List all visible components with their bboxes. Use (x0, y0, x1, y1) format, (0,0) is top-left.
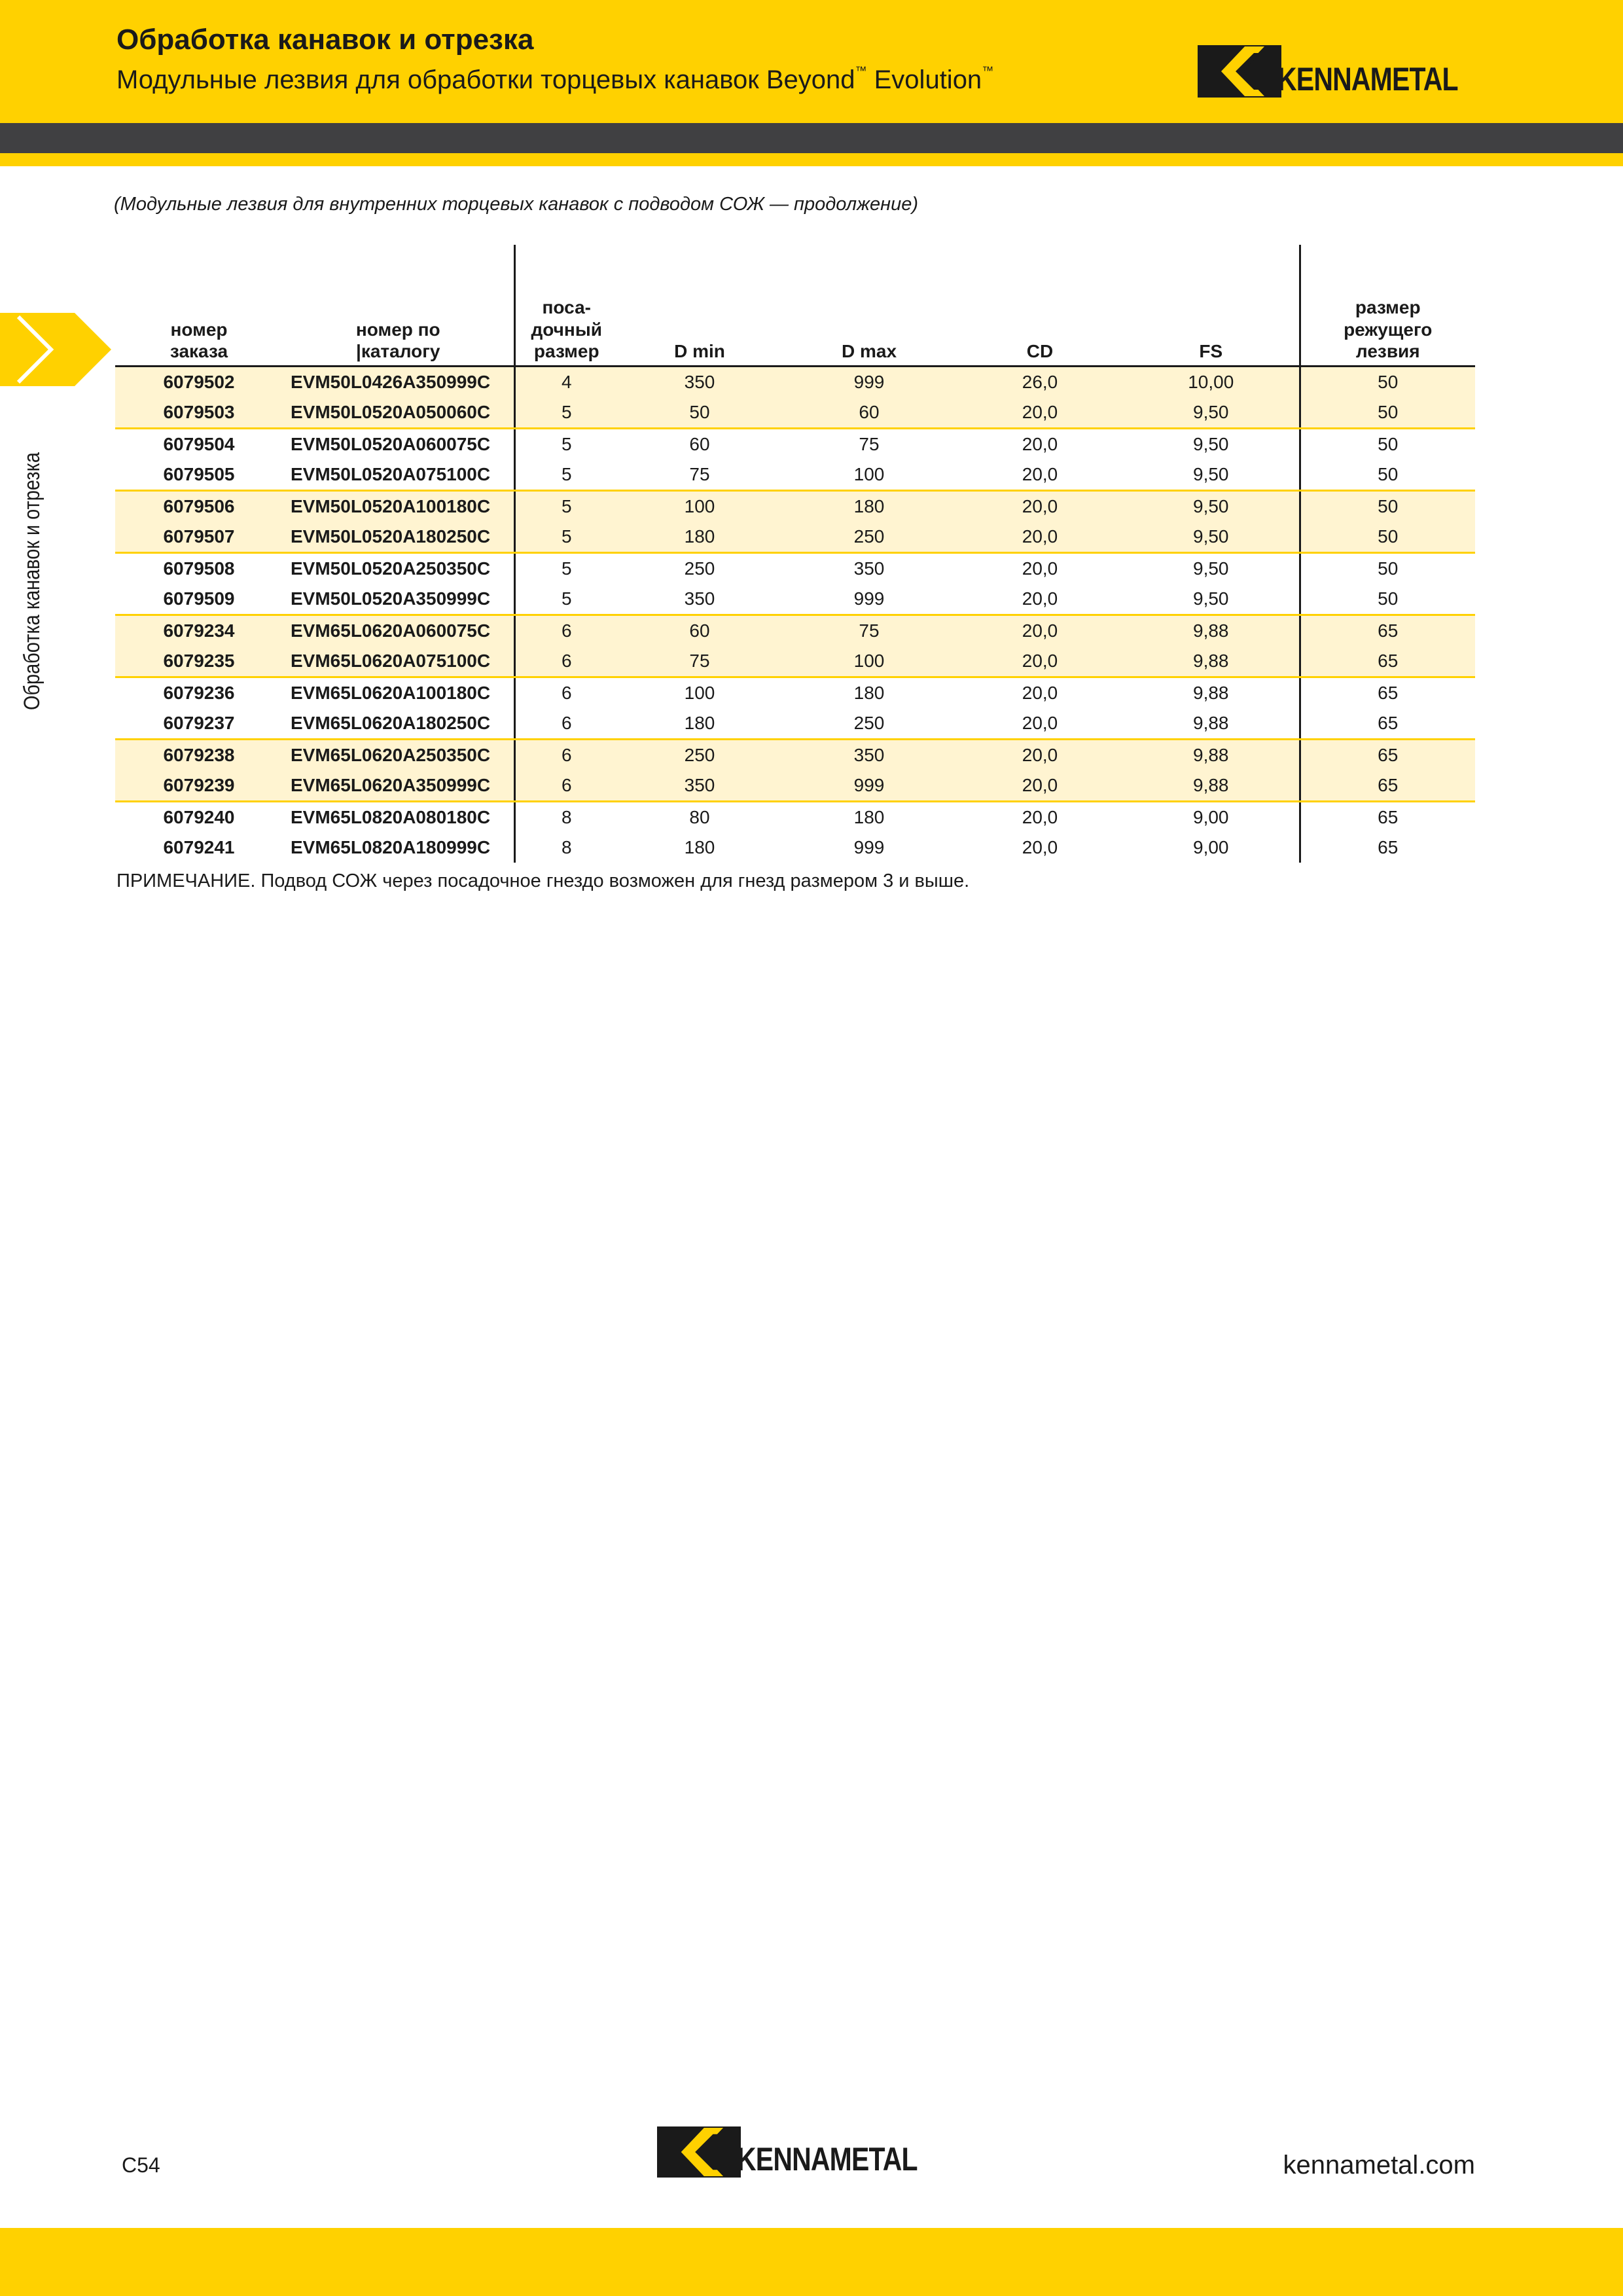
cell-blade-size: 65 (1300, 770, 1475, 802)
cell-blade-size: 50 (1300, 584, 1475, 615)
cell-dmin: 50 (618, 397, 781, 429)
subtitle-tail: Evolution (866, 65, 982, 94)
table-row (115, 367, 1475, 398)
cell-seat-size: 5 (561, 558, 572, 579)
logo-wordmark: KENNAMETAL (1277, 61, 1458, 98)
cell-fs: 10,00 (1123, 367, 1300, 398)
cell-catalog-no: EVM50L0520A050060C (283, 397, 514, 429)
cell-order-no: 6079238 (115, 740, 283, 771)
page-subtitle (116, 65, 993, 95)
cell-fs: 9,50 (1123, 584, 1300, 615)
col-cd: CD (957, 245, 1123, 367)
cell-dmax: 75 (781, 615, 957, 647)
table-row (115, 429, 1475, 460)
cell-dmax: 100 (781, 646, 957, 677)
cell-blade-size: 65 (1300, 708, 1475, 740)
cell-dmax: 180 (853, 683, 885, 703)
cell-blade-size: 65 (1300, 615, 1475, 647)
subtitle-main: Модульные лезвия для обработки торцевых канавок Beyond (116, 65, 855, 94)
cell-seat-size: 8 (561, 807, 572, 827)
cell-dmin: 80 (689, 807, 710, 827)
cell-cd: 20,0 (1022, 837, 1058, 857)
website-link[interactable]: kennametal.com (1283, 2151, 1475, 2179)
cell-seat-size: 6 (514, 646, 618, 677)
trademark-mark: ™ (855, 64, 867, 77)
col-fs: FS (1123, 245, 1300, 367)
cell-blade-size: 50 (1300, 522, 1475, 553)
cell-dmax: 999 (781, 770, 957, 802)
cell-cd: 20,0 (957, 397, 1123, 429)
cell-seat-size: 6 (514, 615, 618, 647)
cell-seat-size: 6 (514, 770, 618, 802)
cell-dmin: 100 (684, 683, 715, 703)
cell-catalog-no: EVM65L0620A100180C (283, 677, 514, 709)
header-yellow-stripe (0, 153, 1623, 166)
cell-catalog-no: EVM50L0520A075100C (283, 459, 514, 491)
cell-fs: 9,50 (1123, 491, 1300, 522)
cell-cd: 20,0 (957, 708, 1123, 740)
cell-seat-size: 6 (514, 708, 618, 740)
side-section-label: Обработка канавок и отрезка (20, 452, 45, 710)
cell-catalog-no: EVM65L0620A180250C (283, 708, 514, 740)
table-row (115, 677, 1475, 709)
table-row (115, 646, 1475, 677)
cell-dmax: 250 (781, 708, 957, 740)
cell-fs: 9,88 (1123, 708, 1300, 740)
cell-seat-size: 6 (514, 740, 618, 771)
cell-dmax: 999 (781, 367, 957, 398)
cell-catalog-no: EVM50L0426A350999C (283, 367, 514, 398)
chevron-right-icon (0, 313, 111, 386)
cell-catalog-no: EVM50L0520A100180C (283, 491, 514, 522)
cell-dmin: 75 (618, 646, 781, 677)
cell-dmin: 75 (618, 459, 781, 491)
cell-dmin: 180 (618, 522, 781, 553)
page-number: C54 (122, 2153, 160, 2177)
cell-fs: 9,50 (1123, 553, 1300, 584)
cell-seat-size: 5 (514, 584, 618, 615)
table-row (115, 584, 1475, 615)
table-row (115, 459, 1475, 491)
cell-order-no: 6079237 (115, 708, 283, 740)
footer-brand-logo (657, 2126, 957, 2178)
cell-cd: 20,0 (957, 491, 1123, 522)
cell-cd: 20,0 (1022, 558, 1058, 579)
cell-cd: 20,0 (957, 584, 1123, 615)
cell-blade-size: 50 (1300, 367, 1475, 398)
cell-fs: 9,00 (1123, 802, 1300, 833)
cell-order-no: 6079240 (163, 807, 235, 827)
col-dmin: D min (618, 245, 781, 367)
table-header-row (115, 245, 1475, 367)
cell-catalog-no: EVM65L0820A080180C (283, 802, 514, 833)
cell-blade-size: 50 (1378, 434, 1399, 454)
cell-blade-size: 50 (1300, 491, 1475, 522)
cell-dmin: 350 (618, 770, 781, 802)
cell-dmin: 250 (684, 558, 715, 579)
cell-fs: 9,88 (1123, 740, 1300, 771)
table-row (115, 397, 1475, 429)
cell-order-no: 6079504 (163, 434, 235, 454)
cell-seat-size: 6 (561, 683, 572, 703)
cell-fs: 9,88 (1123, 646, 1300, 677)
cell-cd: 20,0 (1022, 807, 1058, 827)
table-row (115, 770, 1475, 802)
cell-cd: 20,0 (1022, 683, 1058, 703)
table-note: ПРИМЕЧАНИЕ. Подвод СОЖ через посадочное гнездо возможен для гнезд размером 3 и выше. (116, 870, 970, 891)
col-catalog-no: номер по |каталогу (283, 245, 514, 367)
cell-blade-size: 65 (1378, 837, 1399, 857)
cell-order-no: 6079509 (115, 584, 283, 615)
cell-order-no: 6079239 (115, 770, 283, 802)
page-header (0, 0, 1623, 123)
cell-dmin: 60 (689, 434, 710, 454)
cell-dmax: 180 (781, 491, 957, 522)
cell-order-no: 6079234 (115, 615, 283, 647)
cell-seat-size: 5 (514, 522, 618, 553)
cell-fs: 9,50 (1123, 397, 1300, 429)
cell-dmin: 350 (618, 367, 781, 398)
cell-seat-size: 8 (561, 837, 572, 857)
table-row (115, 615, 1475, 647)
cell-fs: 9,88 (1123, 615, 1300, 647)
cell-blade-size: 50 (1300, 397, 1475, 429)
cell-catalog-no: EVM65L0620A250350C (283, 740, 514, 771)
page-title: Обработка канавок и отрезка (116, 24, 534, 56)
cell-fs: 9,50 (1123, 459, 1300, 491)
cell-dmin: 60 (618, 615, 781, 647)
cell-catalog-no: EVM65L0620A350999C (283, 770, 514, 802)
cell-catalog-no: EVM65L0620A075100C (283, 646, 514, 677)
cell-fs: 9,88 (1123, 677, 1300, 709)
cell-dmax: 60 (781, 397, 957, 429)
cell-fs: 9,50 (1123, 522, 1300, 553)
table-row (115, 491, 1475, 522)
cell-order-no: 6079506 (115, 491, 283, 522)
cell-seat-size: 5 (514, 459, 618, 491)
cell-dmax: 75 (859, 434, 880, 454)
table-row (115, 802, 1475, 833)
logo-k-icon (1198, 45, 1281, 98)
cell-fs: 9,88 (1123, 770, 1300, 802)
cell-seat-size: 5 (561, 434, 572, 454)
col-blade-size: размер режущего лезвия (1300, 245, 1475, 367)
cell-dmin: 350 (618, 584, 781, 615)
cell-dmin: 180 (684, 837, 715, 857)
cell-cd: 20,0 (957, 615, 1123, 647)
cell-dmin: 180 (618, 708, 781, 740)
cell-cd: 20,0 (957, 522, 1123, 553)
cell-order-no: 6079241 (163, 837, 235, 857)
col-order-no: номер заказа (115, 245, 283, 367)
cell-catalog-no: EVM50L0520A060075C (283, 429, 514, 460)
blade-table (115, 245, 1475, 863)
cell-blade-size: 65 (1378, 807, 1399, 827)
header-dark-band (0, 123, 1623, 153)
table-row (115, 553, 1475, 584)
cell-order-no: 6079502 (115, 367, 283, 398)
cell-catalog-no: EVM65L0620A060075C (283, 615, 514, 647)
cell-seat-size: 5 (514, 491, 618, 522)
cell-blade-size: 65 (1300, 740, 1475, 771)
logo-k-icon (657, 2126, 741, 2178)
table-row (115, 708, 1475, 740)
cell-catalog-no: EVM50L0520A250350C (283, 553, 514, 584)
cell-catalog-no: EVM65L0820A180999C (283, 833, 514, 863)
cell-dmax: 350 (853, 558, 885, 579)
cell-order-no: 6079503 (115, 397, 283, 429)
col-dmax: D max (781, 245, 957, 367)
cell-cd: 20,0 (957, 770, 1123, 802)
cell-seat-size: 5 (514, 397, 618, 429)
cell-order-no: 6079507 (115, 522, 283, 553)
cell-dmax: 180 (853, 807, 885, 827)
cell-seat-size: 4 (514, 367, 618, 398)
table-row (115, 740, 1475, 771)
cell-order-no: 6079508 (163, 558, 235, 579)
cell-catalog-no: EVM50L0520A180250C (283, 522, 514, 553)
cell-blade-size: 65 (1378, 683, 1399, 703)
cell-dmax: 100 (781, 459, 957, 491)
cell-order-no: 6079505 (115, 459, 283, 491)
cell-dmax: 250 (781, 522, 957, 553)
cell-order-no: 6079236 (163, 683, 235, 703)
cell-cd: 20,0 (1022, 434, 1058, 454)
table-row (115, 522, 1475, 553)
cell-cd: 20,0 (957, 646, 1123, 677)
cell-dmax: 999 (853, 837, 885, 857)
cell-blade-size: 50 (1300, 459, 1475, 491)
logo-wordmark: KENNAMETAL (737, 2141, 918, 2178)
trademark-mark: ™ (982, 64, 994, 77)
cell-cd: 20,0 (957, 459, 1123, 491)
cell-blade-size: 65 (1300, 646, 1475, 677)
cell-dmax: 999 (781, 584, 957, 615)
side-tab (0, 313, 111, 386)
table-row (115, 833, 1475, 863)
brand-logo (1198, 45, 1497, 98)
cell-dmin: 100 (618, 491, 781, 522)
cell-order-no: 6079235 (115, 646, 283, 677)
cell-cd: 20,0 (957, 740, 1123, 771)
cell-fs: 9,50 (1123, 429, 1300, 460)
cell-fs: 9,00 (1123, 833, 1300, 863)
cell-blade-size: 50 (1378, 558, 1399, 579)
section-subtitle: (Модульные лезвия для внутренних торцевых канавок с подводом СОЖ — продолжение) (114, 194, 919, 215)
cell-catalog-no: EVM50L0520A350999C (283, 584, 514, 615)
cell-cd: 26,0 (957, 367, 1123, 398)
cell-dmin: 250 (618, 740, 781, 771)
col-seat-size: поса- дочный размер (514, 245, 618, 367)
cell-dmax: 350 (781, 740, 957, 771)
footer-yellow-band (0, 2228, 1623, 2296)
